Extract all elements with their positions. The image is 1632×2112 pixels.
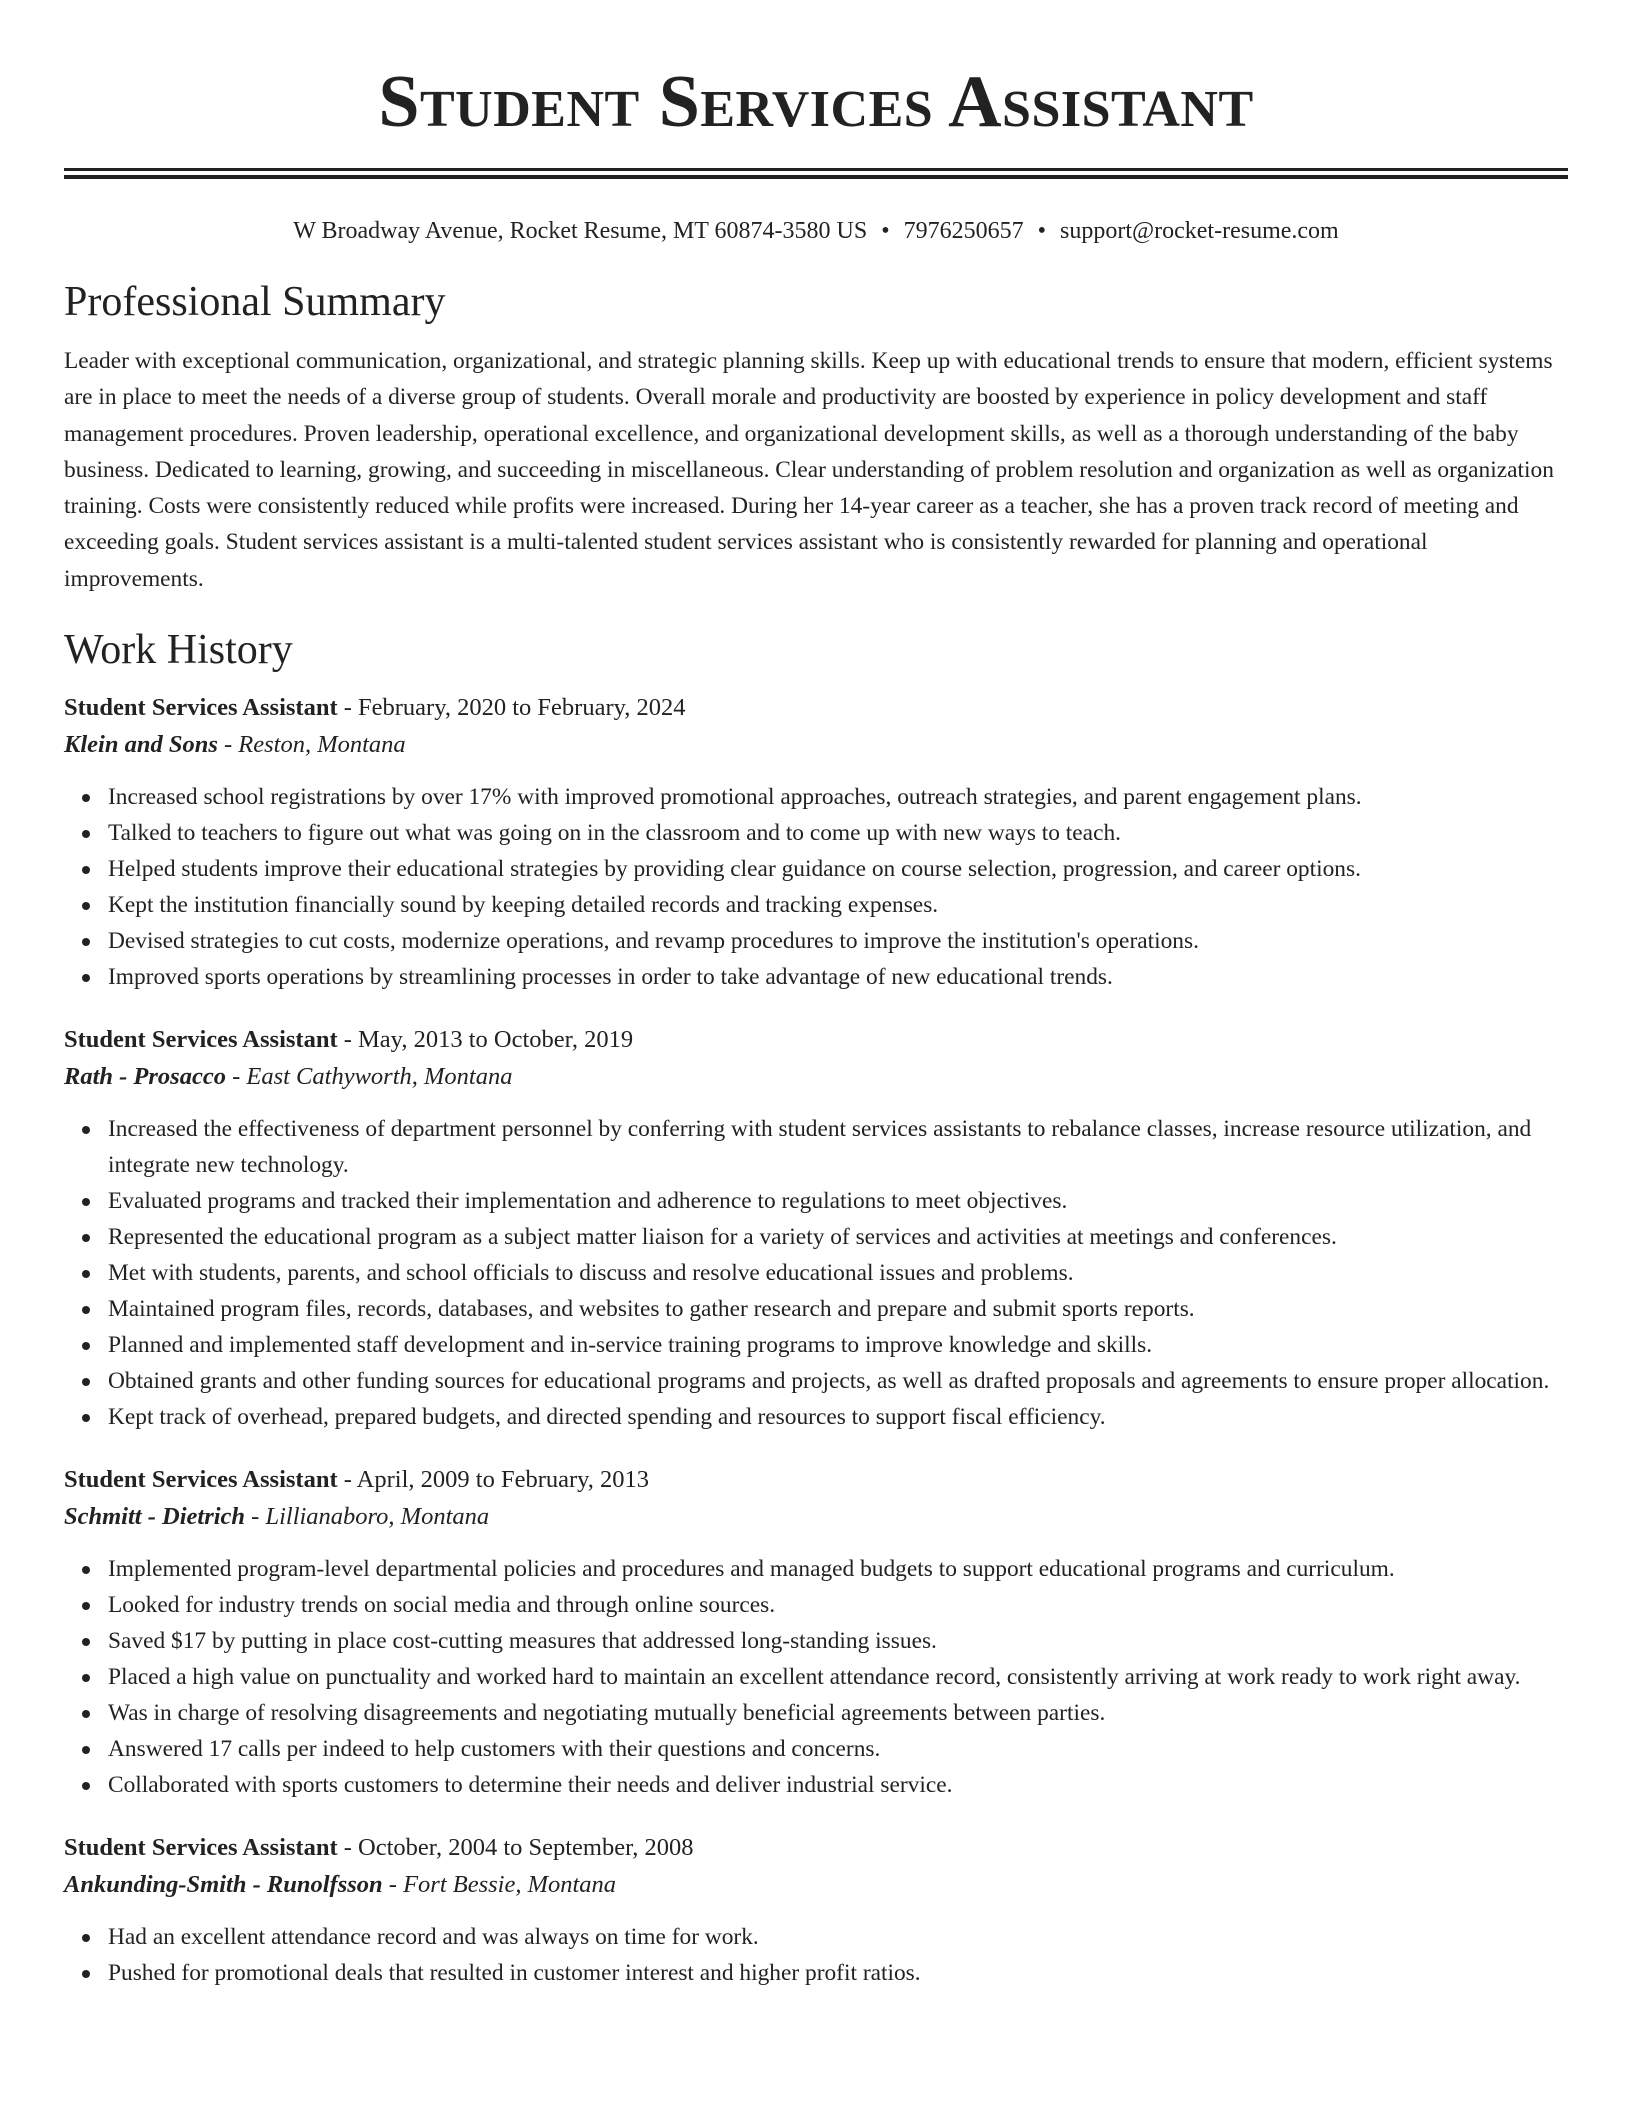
- contact-separator: •: [1037, 218, 1047, 244]
- work-history-list: [64, 689, 1568, 1991]
- job-title-line: [64, 1021, 1568, 1058]
- contact-email: support@rocket-resume.com: [1060, 218, 1339, 244]
- work-history-heading: Work History: [64, 627, 293, 674]
- job-bullet: Talked to teachers to figure out what was going on in the classroom and to come up with new ways to teach.: [108, 815, 1568, 851]
- job-company-line: [64, 1866, 1568, 1904]
- job-bullet: Implemented program-level departmental policies and procedures and managed budgets to support educational programs and curriculum.: [108, 1551, 1568, 1587]
- job-company: Rath - Prosacco: [64, 1063, 226, 1091]
- job-bullet: Maintained program files, records, databases, and websites to gather research and prepare and submit sports reports.: [108, 1291, 1568, 1327]
- job-company-line: [64, 1498, 1568, 1536]
- job-dates: - February, 2020 to February, 2024: [337, 694, 686, 722]
- job-title-line: [64, 1461, 1568, 1498]
- job-dates: - April, 2009 to February, 2013: [337, 1466, 650, 1494]
- job-entry: [64, 1829, 1568, 1991]
- job-company-line: [64, 726, 1568, 764]
- job-title-line: [64, 1829, 1568, 1866]
- job-bullet: Increased the effectiveness of department personnel by conferring with student services assistants to rebalance classes, increase resource utilization, and integrate new technology.: [108, 1111, 1568, 1183]
- job-location: - Fort Bessie, Montana: [382, 1871, 617, 1899]
- candidate-name: Student Services Assistant: [378, 61, 1254, 143]
- job-bullet: Looked for industry trends on social media and through online sources.: [108, 1587, 1568, 1623]
- job-bullet: Increased school registrations by over 17% with improved promotional approaches, outreach strategies, and parent engagement plans.: [108, 779, 1568, 815]
- job-title: Student Services Assistant: [64, 1026, 338, 1054]
- job-bullet: Planned and implemented staff development and in-service training programs to improve knowledge and skills.: [108, 1327, 1568, 1363]
- job-dates: - May, 2013 to October, 2019: [337, 1026, 634, 1054]
- job-bullet: Obtained grants and other funding sources for educational programs and projects, as well as drafted proposals and agreements to ensure proper allocation.: [108, 1363, 1568, 1399]
- job-bullet: Was in charge of resolving disagreements and negotiating mutually beneficial agreements between parties.: [108, 1695, 1568, 1731]
- job-bullet-list: [64, 1919, 1568, 1991]
- contact-line: [64, 215, 1568, 247]
- job-bullet: Met with students, parents, and school officials to discuss and resolve educational issues and problems.: [108, 1255, 1568, 1291]
- job-bullet: Devised strategies to cut costs, modernize operations, and revamp procedures to improve the institution's operations.: [108, 923, 1568, 959]
- job-bullet: Answered 17 calls per indeed to help customers with their questions and concerns.: [108, 1731, 1568, 1767]
- contact-separator: •: [881, 218, 890, 244]
- job-bullet: Collaborated with sports customers to determine their needs and deliver industrial service.: [108, 1767, 1568, 1803]
- job-entry: [64, 1461, 1568, 1803]
- job-title: Student Services Assistant: [64, 1834, 338, 1862]
- job-location: - East Cathyworth, Montana: [225, 1063, 513, 1091]
- job-bullet: Improved sports operations by streamlining processes in order to take advantage of new educational trends.: [108, 959, 1568, 995]
- job-bullet: Had an excellent attendance record and was always on time for work.: [108, 1919, 1568, 1955]
- job-entry: [64, 689, 1568, 995]
- job-entry: [64, 1021, 1568, 1435]
- job-company: Ankunding-Smith - Runolfsson: [64, 1871, 383, 1899]
- contact-phone: 7976250657: [903, 218, 1024, 244]
- job-bullet: Kept track of overhead, prepared budgets, and directed spending and resources to support fiscal efficiency.: [108, 1399, 1568, 1435]
- job-location: - Lillianaboro, Montana: [245, 1503, 490, 1531]
- contact-address: W Broadway Avenue, Rocket Resume, MT 60874-3580 US: [293, 218, 868, 244]
- job-dates: - October, 2004 to September, 2008: [337, 1834, 694, 1862]
- job-title: Student Services Assistant: [64, 1466, 338, 1494]
- job-bullet-list: [64, 1551, 1568, 1803]
- summary-heading: Professional Summary: [64, 279, 446, 325]
- job-bullet: Represented the educational program as a subject matter liaison for a variety of services and activities at meetings and conferences.: [108, 1219, 1568, 1255]
- job-location: - Reston, Montana: [217, 731, 406, 759]
- job-bullet: Helped students improve their educational strategies by providing clear guidance on course selection, progression, and career options.: [108, 851, 1568, 887]
- job-bullet-list: [64, 1111, 1568, 1435]
- job-bullet: Pushed for promotional deals that resulted in customer interest and higher profit ratios.: [108, 1955, 1568, 1991]
- job-bullet-list: [64, 779, 1568, 995]
- job-company: Klein and Sons: [64, 731, 218, 759]
- resume-page: [64, 0, 1568, 1991]
- job-bullet: Saved $17 by putting in place cost-cutting measures that addressed long-standing issues.: [108, 1623, 1568, 1659]
- job-company-line: [64, 1058, 1568, 1096]
- header-double-rule: [64, 168, 1568, 179]
- job-bullet: Placed a high value on punctuality and worked hard to maintain an excellent attendance record, consistently arriving at work ready to work right away.: [108, 1659, 1568, 1695]
- job-bullet: Kept the institution financially sound by keeping detailed records and tracking expenses.: [108, 887, 1568, 923]
- job-company: Schmitt - Dietrich: [64, 1503, 246, 1531]
- summary-text: Leader with exceptional communication, organizational, and strategic planning skills. Keep up with educational trends to ensure that modern, efficient systems are in place to meet the needs of a diverse group of students. Overall morale and productivity are boosted by experience in policy development and staff management procedures. Proven leadership, operational excellence, and organizational development skills, as well as a thorough understanding of the baby business. Dedicated to learning, growing, and succeeding in miscellaneous. Clear understanding of problem resolution and organization as well as organization training. Costs were consistently reduced while profits were increased. During her 14-year career as a teacher, she has a proven track record of meeting and exceeding goals. Student services assistant is a multi-talented student services assistant who is consistently rewarded for planning and operational improvements.: [64, 348, 1554, 592]
- job-title: Student Services Assistant: [64, 694, 338, 722]
- job-bullet: Evaluated programs and tracked their implementation and adherence to regulations to meet objectives.: [108, 1183, 1568, 1219]
- job-title-line: [64, 689, 1568, 726]
